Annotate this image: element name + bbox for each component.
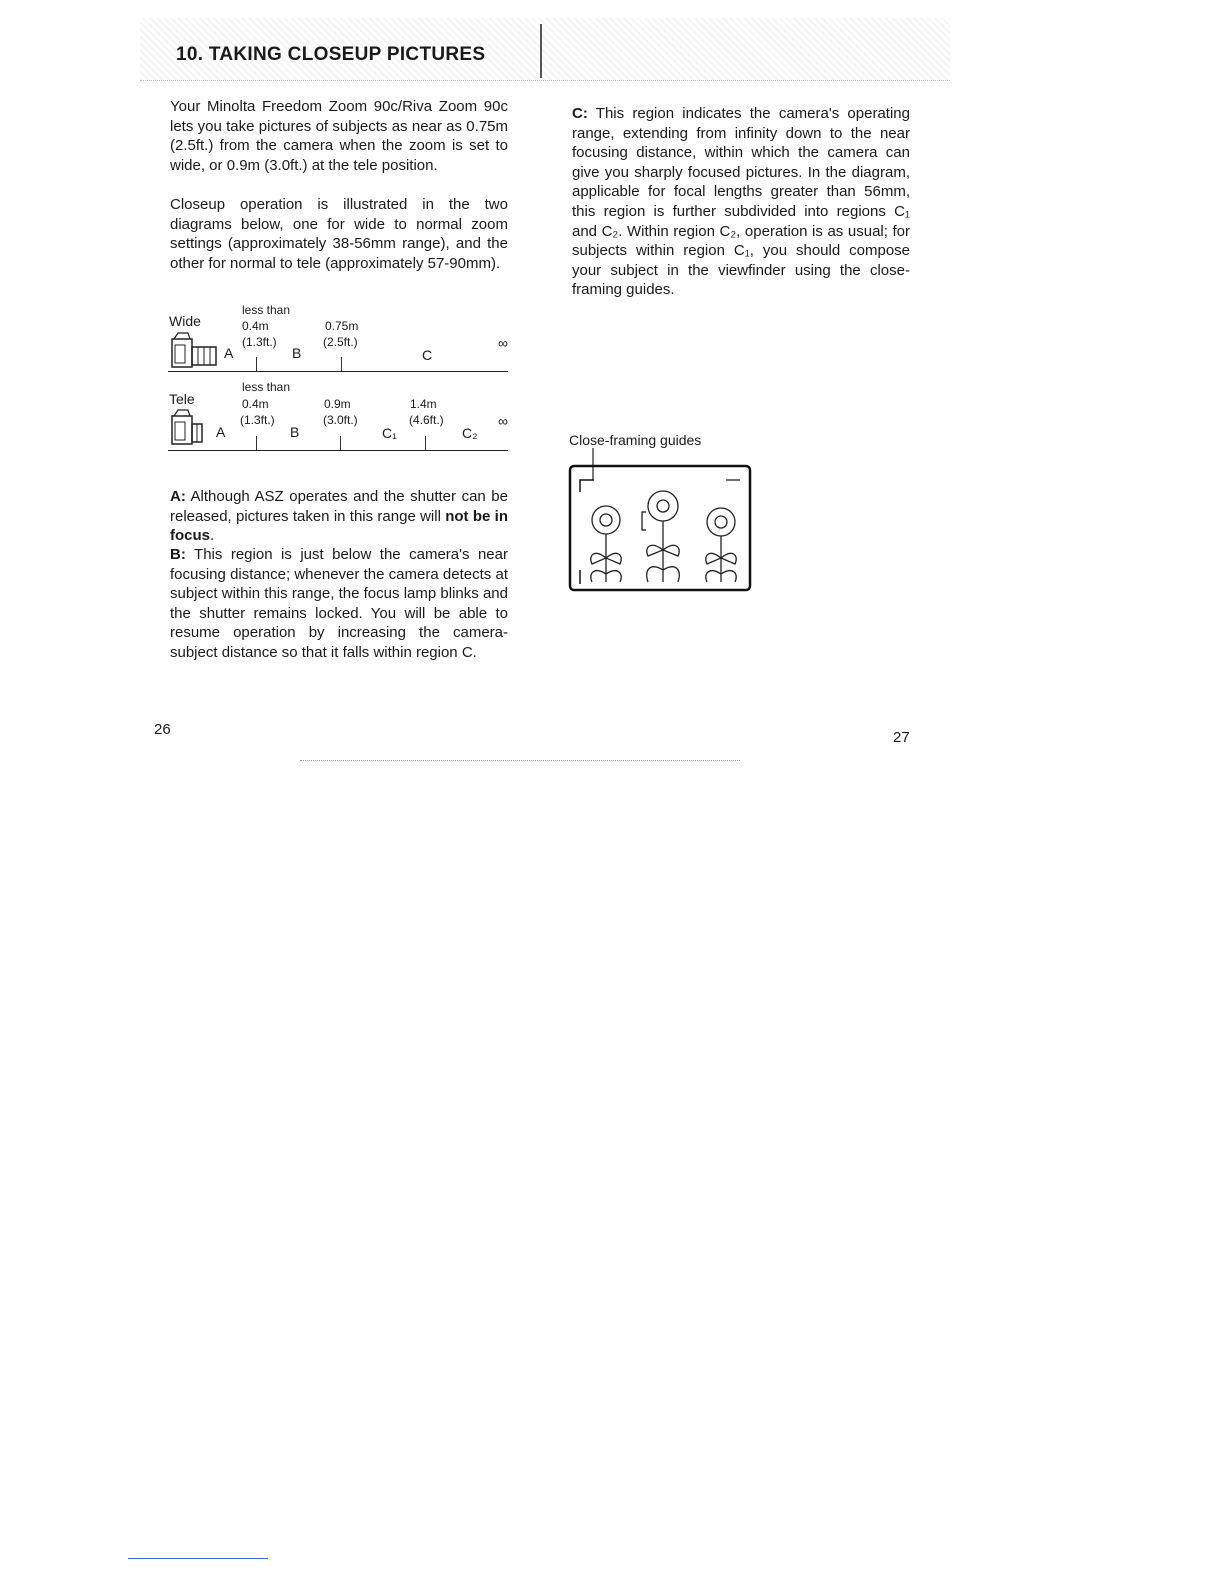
region-a-end: . (210, 527, 215, 545)
wide-region-a: A (224, 345, 234, 361)
tele-d1-metric: 0.4m (242, 397, 269, 411)
tele-range-diagram (168, 380, 508, 454)
wide-tick-2 (341, 357, 342, 371)
wide-less-than: less than (242, 303, 291, 317)
tele-infinity: ∞ (498, 413, 508, 429)
region-a-emphasis: not be in focus (170, 507, 508, 545)
wide-range-diagram (168, 303, 508, 375)
wide-d1-metric: 0.4m (242, 319, 269, 333)
close-framing-guides-label: Close-framing guides (569, 432, 702, 448)
tele-d3-feet: (4.6ft.) (409, 413, 444, 427)
flower-center-icon (647, 491, 679, 582)
region-b-label: B: (170, 546, 186, 563)
intro-paragraph: Your Minolta Freedom Zoom 90c/Riva Zoom 90c lets you take pictures of subjects as near as 0.75m (2.5ft.) from the camera when the zoom is set to wide, or 0.9m (3.0ft.) at the tele position. (170, 98, 508, 174)
tele-tick-1 (256, 436, 257, 450)
camera-wide-icon (170, 329, 220, 369)
section-title: 10. TAKING CLOSEUP PICTURES (176, 44, 486, 65)
tele-less-than: less than (242, 380, 291, 394)
viewfinder-illustration (566, 446, 756, 594)
tele-region-a: A (216, 424, 226, 440)
tele-tick-2 (340, 436, 341, 450)
wide-d2-feet: (2.5ft.) (323, 335, 358, 349)
wide-region-b: B (292, 345, 302, 361)
footer-line (128, 1558, 268, 1559)
tele-d2-metric: 0.9m (324, 397, 351, 411)
tele-d3-metric: 1.4m (410, 397, 437, 411)
region-a-text: Although ASZ operates and the shutter can be released, pictures taken in this range will (170, 488, 508, 525)
page-number-right: 27 (893, 729, 910, 746)
tele-label: Tele (169, 391, 195, 407)
tele-region-c1: C₁ (382, 425, 397, 441)
wide-d1-feet: (1.3ft.) (242, 335, 277, 349)
camera-tele-icon (170, 406, 206, 446)
region-c-text: This region indicates the camera's operating range, extending from infinity down to the near focusing distance, within which the camera can give you sharply focused pictures. In the diagram, applicable for focal lengths greater than 56mm, this region is further subdivided into regions C₁ and C₂. Within region C₂, operation is as usual; for subjects within region C₁, you should compose your subject in the viewfinder using the close-framing guides. (572, 105, 910, 299)
region-a-label: A: (170, 488, 186, 505)
closeup-paragraph: Closeup operation is illustrated in the two diagrams below, one for wide to normal zoom settings (approximately 38-56mm range), and the other for normal to tele (approximately 57-90mm). (170, 196, 508, 272)
wide-infinity: ∞ (498, 335, 508, 351)
wide-d2-metric: 0.75m (325, 319, 359, 333)
tele-region-b: B (290, 424, 300, 440)
region-a-paragraph (170, 487, 508, 546)
tele-d1-feet: (1.3ft.) (240, 413, 275, 427)
wide-label: Wide (169, 313, 201, 329)
wide-range-line (168, 371, 508, 372)
header-divider (540, 24, 542, 78)
region-c-label: C: (572, 105, 588, 122)
tele-d2-feet: (3.0ft.) (323, 413, 358, 427)
wide-tick-1 (256, 357, 257, 371)
page-number-left: 26 (154, 721, 171, 738)
tele-range-line (168, 450, 508, 451)
tele-region-c2: C₂ (462, 425, 478, 441)
flower-right-icon (706, 508, 736, 582)
region-b-paragraph (170, 545, 508, 663)
region-b-text: This region is just below the camera's near focusing distance; whenever the camera detects at subject within this range, the focus lamp blinks and the shutter remains locked. You will be able to resume operation by increasing the camera-subject distance so that it falls within region C. (170, 546, 508, 661)
region-c-paragraph (572, 104, 910, 300)
wide-region-c: C (422, 347, 433, 363)
flower-left-icon (591, 506, 621, 582)
tele-tick-3 (425, 436, 426, 450)
scan-artifact-line (300, 760, 740, 762)
